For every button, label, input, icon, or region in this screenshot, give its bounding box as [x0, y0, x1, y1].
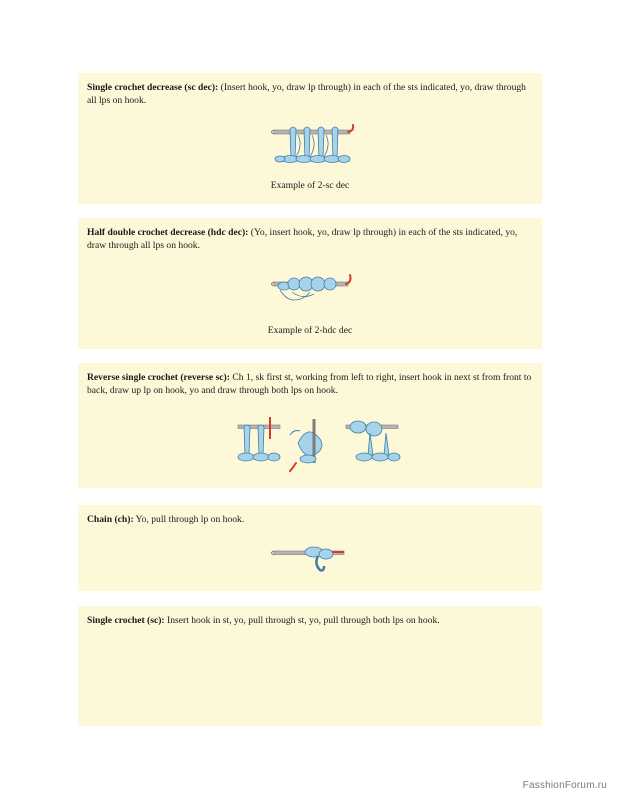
desc-hdc-dec: (Yo, insert hook, yo, draw lp through) in each of the sts indicated, yo, draw through all lps on hook.: [87, 227, 518, 251]
term-hdc-dec: Half double crochet decrease (hdc dec):: [87, 227, 249, 238]
section-hdc-dec-text: [87, 226, 534, 252]
term-reverse-sc: Reverse single crochet (reverse sc):: [87, 372, 230, 383]
desc-reverse-sc: Ch 1, sk first st, working from left to right, insert hook in next st from front to back, draw up lp on hook, yo and draw through both lps on hook.: [87, 372, 532, 396]
watermark: FasshionForum.ru: [522, 780, 607, 791]
chain-illustration: [268, 540, 352, 574]
term-sc-dec: Single crochet decrease (sc dec):: [87, 82, 219, 93]
section-hdc-dec: [78, 218, 542, 349]
caption-hdc-dec: Example of 2-hdc dec: [267, 325, 353, 336]
reverse-sc-step-3: [346, 421, 400, 461]
section-single-crochet: [78, 606, 542, 726]
section-reverse-sc-text: [87, 371, 534, 397]
section-reverse-sc: [78, 363, 542, 488]
desc-chain: Yo, pull through lp on hook.: [133, 514, 245, 525]
section-chain-text: [87, 513, 534, 526]
desc-single-crochet: Insert hook in st, yo, pull through st, yo, pull through both lps on hook.: [164, 615, 440, 626]
sc-dec-illustration: [268, 123, 360, 167]
term-chain: Chain (ch):: [87, 514, 134, 525]
section-sc-dec: [78, 73, 542, 204]
section-sc-dec-text: [87, 81, 534, 107]
reverse-sc-illustration: [234, 413, 404, 475]
caption-sc-dec: Example of 2-sc dec: [270, 180, 350, 191]
desc-sc-dec: (Insert hook, yo, draw lp through) in each of the sts indicated, yo, draw through all lps on hook.: [87, 82, 526, 106]
reverse-sc-step-1: [238, 417, 280, 461]
reverse-sc-step-2: [290, 419, 322, 471]
section-single-crochet-text: [87, 614, 534, 627]
hdc-dec-illustration: [268, 270, 360, 306]
section-chain: [78, 505, 542, 591]
term-single-crochet: Single crochet (sc):: [87, 615, 165, 626]
